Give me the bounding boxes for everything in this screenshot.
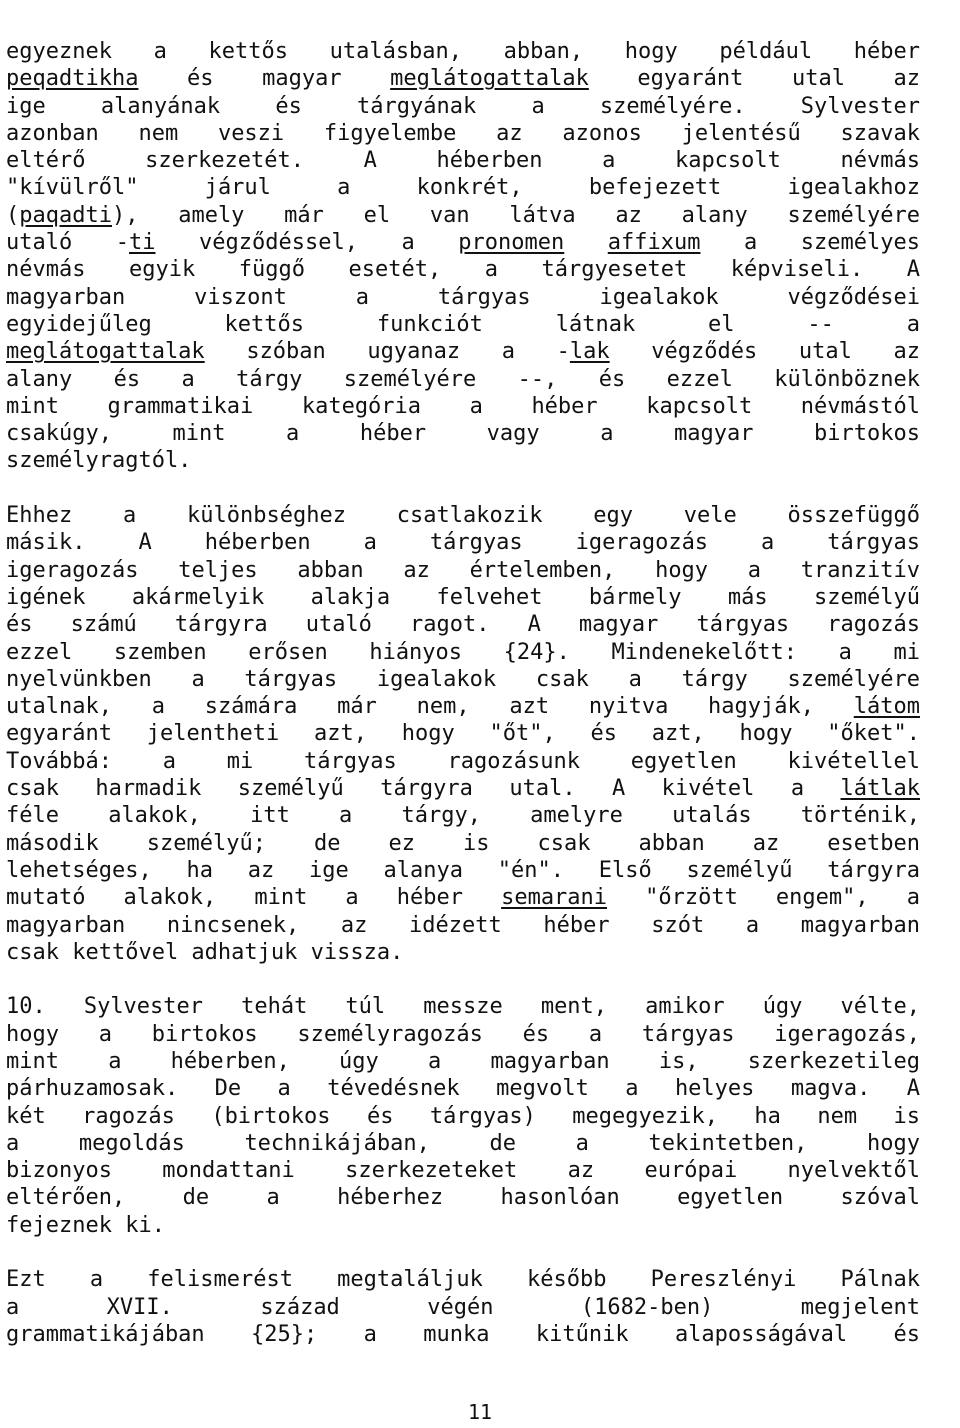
text-run: féle alakok, itt a tárgy, amelyre utalás történik, [6, 803, 920, 829]
text-run: igének akármelyik alakja felvehet bármely más személyű [6, 584, 920, 610]
text-run: egyaránt utal az [588, 66, 920, 92]
text-line [6, 93, 920, 120]
paragraph [6, 1266, 920, 1348]
text-run: igeragozás teljes abban az értelemben, hogy a tranzitív [6, 557, 920, 583]
text-line [6, 1266, 920, 1293]
text-run: párhuzamosak. De a tévedésnek megvolt a helyes magva. A [6, 1076, 920, 1102]
text-run: második személyű; de ez is csak abban az esetben [6, 830, 920, 856]
text-run [564, 230, 608, 255]
text-run: és számú tárgyra utaló ragot. A magyar tárgyas ragozás [6, 612, 920, 638]
text-line [6, 639, 920, 666]
underlined-term: paqadti [19, 202, 112, 228]
text-line [6, 584, 920, 611]
text-line [6, 529, 920, 556]
text-run: a XVII. század végén (1682-ben) megjelent [6, 1294, 920, 1320]
text-line [6, 65, 920, 92]
text-run: két ragozás (birtokos és tárgyas) megegyezik, ha nem is [6, 1103, 920, 1129]
text-run: egyeznek a kettős utalásban, abban, hogy például héber [6, 39, 920, 64]
text-line [6, 884, 920, 911]
text-run: utalnak, a számára már nem, azt nyitva hagyják, [6, 694, 854, 720]
text-run: grammatikájában {25}; a munka kitűnik alaposságával és [6, 1321, 920, 1347]
page-number: 11 [467, 1400, 493, 1424]
text-run: és magyar [138, 66, 391, 92]
underlined-term: semarani [501, 885, 608, 911]
text-line [6, 338, 920, 365]
text-run: Ezt a felismerést megtaláljuk később Pereszlényi Pálnak [6, 1267, 920, 1293]
text-run: nyelvünkben a tárgyas igealakok csak a tárgy személyére [6, 666, 920, 692]
underlined-term: meglátogattalak [390, 66, 589, 92]
text-run: Ehhez a különbséghez csatlakozik egy vele összefüggő [6, 503, 920, 529]
text-run: eltérő szerkezetét. A héberben a kapcsolt névmás [6, 148, 920, 174]
text-run: szóban ugyanaz a - [204, 339, 570, 365]
text-line [6, 366, 920, 393]
text-run: ), amely már el van látva az alany személyére [111, 202, 920, 228]
paragraph [6, 38, 920, 475]
document-body [6, 38, 920, 1376]
text-line [6, 256, 920, 283]
text-run: csakúgy, mint a héber vagy a magyar birtokos [6, 421, 920, 447]
text-run: alany és a tárgy személyére --, és ezzel különböznek [6, 366, 920, 392]
text-line [6, 1184, 920, 1211]
text-line [6, 993, 920, 1020]
text-line [6, 502, 920, 529]
text-run: 10. Sylvester tehát túl messze ment, amikor úgy vélte, [6, 994, 920, 1020]
text-run: magyarban nincsenek, az idézett héber szót a magyarban [6, 912, 920, 938]
text-line [6, 1294, 920, 1321]
text-run: másik. A héberben a tárgyas igeragozás a tárgyas [6, 530, 920, 556]
text-run: névmás egyik függő esetét, a tárgyesetet képviseli. A [6, 257, 920, 283]
text-line [6, 447, 920, 474]
text-run: mint grammatikai kategória a héber kapcsolt névmástól [6, 393, 920, 419]
text-line [6, 1130, 920, 1157]
text-run: magyarban viszont a tárgyas igealakok végződései [6, 284, 920, 310]
text-line [6, 420, 920, 447]
text-run: utaló - [6, 230, 129, 256]
text-run: a megoldás technikájában, de a tekintetben, hogy [6, 1130, 920, 1156]
text-run: fejeznek ki. [6, 1212, 165, 1238]
text-line [6, 174, 920, 201]
text-line [6, 666, 920, 693]
text-line [6, 693, 920, 720]
text-run: csak harmadik személyű tárgyra utal. A kivétel a [6, 776, 841, 802]
underlined-term: lak [569, 339, 610, 365]
text-line [6, 857, 920, 884]
text-run: egyidejűleg kettős funkciót látnak el -- a [6, 311, 920, 337]
text-line [6, 38, 920, 65]
text-run: Továbbá: a mi tárgyas ragozásunk egyetlen kivétellel [6, 748, 920, 774]
underlined-term: látom [853, 694, 920, 720]
text-line [6, 1157, 920, 1184]
text-line [6, 120, 920, 147]
text-run: lehetséges, ha az ige alanya "én". Első személyű tárgyra [6, 857, 920, 883]
text-run: azonban nem veszi figyelembe az azonos jelentésű szavak [6, 120, 920, 146]
text-run: ( [6, 202, 20, 228]
text-line [6, 1321, 920, 1348]
text-run: végződéssel, a [155, 230, 459, 256]
text-run: bizonyos mondattani szerkezeteket az európai nyelvektől [6, 1158, 920, 1184]
text-line [6, 912, 920, 939]
text-run: eltérően, de a héberhez hasonlóan egyetlen szóval [6, 1185, 920, 1211]
underlined-term: peqadtikha [6, 66, 139, 92]
text-line [6, 748, 920, 775]
text-run: hogy a birtokos személyragozás és a tárgyas igeragozás, [6, 1021, 920, 1047]
text-line [6, 557, 920, 584]
text-line [6, 393, 920, 420]
text-line [6, 1103, 920, 1130]
text-line [6, 1048, 920, 1075]
text-run: egyaránt jelentheti azt, hogy "őt", és azt, hogy "őket". [6, 721, 920, 747]
text-line [6, 1212, 920, 1239]
text-line [6, 775, 920, 802]
text-line [6, 1075, 920, 1102]
paragraph [6, 502, 920, 966]
text-line [6, 939, 920, 966]
text-line [6, 229, 920, 256]
text-run: "kívülről" járul a konkrét, befejezett igealakhoz [6, 175, 920, 201]
text-run: személyragtól. [6, 448, 192, 474]
text-line [6, 1021, 920, 1048]
text-line [6, 802, 920, 829]
paragraph [6, 993, 920, 1239]
text-run: a személyes [700, 230, 920, 256]
text-run: "őrzött engem", a [607, 885, 920, 911]
text-run: ezzel szemben erősen hiányos {24}. Mindenekelőtt: a mi [6, 639, 920, 665]
text-run: mint a héberben, úgy a magyarban is, szerkezetileg [6, 1048, 920, 1074]
text-line [6, 830, 920, 857]
underlined-term: meglátogattalak [6, 339, 205, 365]
underlined-term: affixum [607, 230, 701, 256]
text-line [6, 720, 920, 747]
text-line [6, 611, 920, 638]
underlined-term: ti [129, 230, 156, 256]
text-run: mutató alakok, mint a héber [6, 885, 502, 911]
underlined-term: látlak [840, 776, 920, 802]
text-run: csak kettővel adhatjuk vissza. [6, 939, 404, 965]
text-run: végződés utal az [609, 339, 920, 365]
underlined-term: pronomen [458, 230, 565, 256]
text-line [6, 311, 920, 338]
text-run: ige alanyának és tárgyának a személyére. Sylvester [6, 93, 920, 119]
text-line [6, 284, 920, 311]
text-line [6, 147, 920, 174]
text-line [6, 202, 920, 229]
